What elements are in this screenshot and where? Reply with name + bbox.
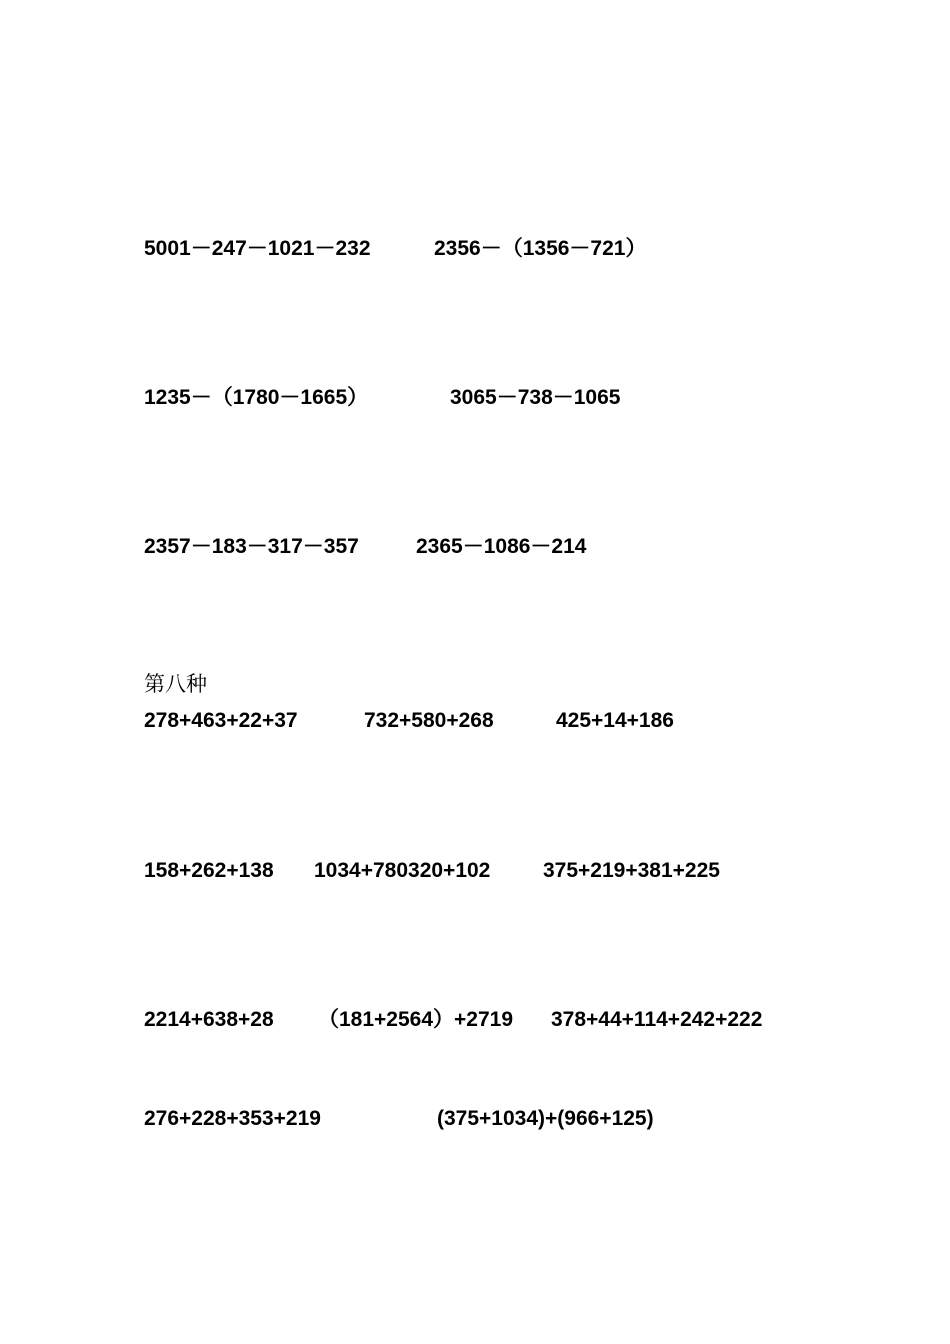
expression: 5001－247－1021－232 (144, 237, 371, 260)
expression: 1235－（1780－1665） (144, 386, 369, 409)
expression: 2357－183－317－357 (144, 535, 359, 558)
expression: 276+228+353+219 (144, 1107, 321, 1130)
expression: 278+463+22+37 (144, 709, 298, 732)
expression: 158+262+138 (144, 859, 274, 882)
expression: （181+2564）+2719 (318, 1008, 513, 1031)
expression: 2356－（1356－721） (434, 237, 647, 260)
expression: 2214+638+28 (144, 1008, 274, 1031)
expression: 425+14+186 (556, 709, 674, 732)
expression: 1034+780320+102 (314, 859, 491, 882)
expression: 378+44+114+242+222 (551, 1008, 763, 1031)
section-heading: 第八种 (144, 672, 207, 696)
expression: (375+1034)+(966+125) (437, 1107, 654, 1130)
expression: 375+219+381+225 (543, 859, 720, 882)
expression: 3065－738－1065 (450, 386, 621, 409)
expression: 732+580+268 (364, 709, 494, 732)
expression: 2365－1086－214 (416, 535, 587, 558)
